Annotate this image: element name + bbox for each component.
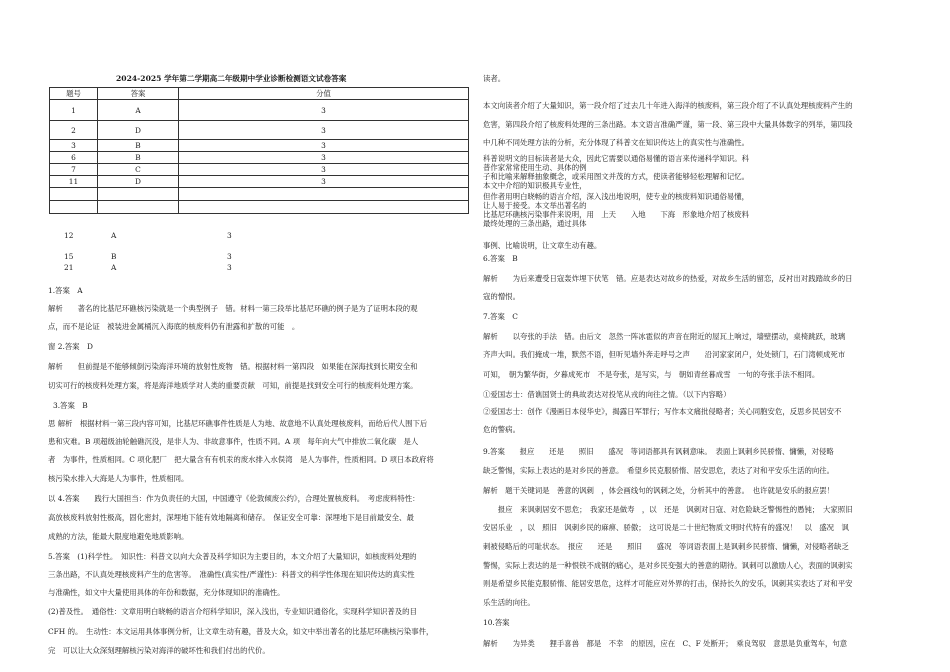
text-line: 警惕，实际上表达的是一种恨铁不成钢的痛心，是对乡民变强大的善意的期待。讽刺可以激励人心，表面的讽刺实 [483,561,853,570]
answer-5-heading: 5.答案 (1)科学性。 知识性：科普文以向大众普及科学知识为主要目的，本文介绍了大量知识，如核废料处理的 [48,552,417,561]
table-cell: 3 [179,152,469,164]
header-question-number: 题号 [50,88,98,100]
text-line: 解析 著名的比基尼环礁核污染就是一个典型例子 错。材料一第三段举比基尼环礁的例子是为了证明本段的观 [48,304,418,313]
table-cell: 11 [50,176,98,188]
text-line: ①爱国志士：借谯国贤士的典故表达对投笔从戎的向往之情。（以下内容略） [483,390,731,399]
text-line: 安居乐业 ，以 照旧 讽刺乡民的麻痹、骄傲； 这可说是二十世纪物质文明时代特有的盛况！ 以 盛况 讽 [483,523,849,532]
table-cell [50,188,98,201]
table-cell: B [98,140,179,152]
text-line: CFH 的。 生动性：本文运用具体事例分析，让文章生动有趣，普及大众，如文中举出著名的比基尼环礁核污染事件， [48,627,434,636]
text-line: 解析 题干关键词是 善意的讽刺 ，体会画线句的讽刺之处，分析其中的善意。 也许就是安乐的报应罢！ [483,486,835,495]
table-cell: 3 [227,252,232,261]
table-cell: 6 [50,152,98,164]
answer-table-continued [49,231,469,274]
table-cell: A [111,263,117,272]
text-line: 报应 来讽刺居安不思危； 我家还是做寿 ，以 还是 讽刺对日寇、对危险缺乏警惕性的愚钝； 大家照旧 [483,505,853,514]
text-line: 危的警病。 [483,425,520,434]
table-cell: 21 [64,263,74,272]
table-cell [179,188,469,201]
text-line: 最终处理的三条出路，通过具体 [483,219,587,228]
table-cell: 12 [64,231,74,240]
table-cell: 3 [227,231,232,240]
text-line: 但作者用明白晓畅的语言介绍，深入浅出地说明，使专业的核废料知识通俗易懂， [483,192,750,201]
text-line: 子和比喻来解释抽象概念，或采用图文并茂的方式，使读者能够轻松理解和记忆。 [483,172,750,181]
table-row [49,263,469,274]
table-row [50,164,469,176]
table-cell: D [98,176,179,188]
table-row [49,231,469,242]
table-cell: 15 [64,252,74,261]
text-line: 与准确性，如文中大量使用具体的年份和数据，充分体现知识的准确性。 [48,588,285,597]
text-line: 本文向读者介绍了大量知识，第一段介绍了过去几十年进入海洋的核废料，第三段介绍了不认真处理核废料产生的 [483,101,853,110]
text-line: 完 可以让大众深刻理解核污染对海洋的破坏性和我们付出的代价。 [48,646,270,655]
table-row [49,252,469,263]
text-line: 点，而不是论证 被装进金属桶沉入海底的核废料仍有泄露和扩散的可能 。 [48,322,300,331]
text-line: 思 解析 根据材料一第三段内容可知，比基尼环礁事件性质是人为地、故意地不认真处理核废料，而给后代人围下后 [48,419,428,428]
table-cell: 3 [179,100,469,121]
table-cell: B [98,152,179,164]
text-line: 则是希望乡民能克服骄惰、能居安思危，这样才可能应对外界的打击，保持长久的安乐，讽刺其实表达了对和平安 [483,579,853,588]
text-line: 解析 以夸张的手法 错。由后文 忽然一阵冰雹似的声音在附近的屋瓦上响过，墙壁摆动，桌椅跳跃，玻璃 [483,332,846,341]
text-line: 中几种不同处理方法的分析，充分体现了科普文在知识传达上的真实性与准确性。 [483,138,750,147]
text-line: 可知， 朝为繁华街，夕暮成死市 不是夸张，是写实，与 朝如青丝暮成雪 一句的夸张手法不相同。 [483,370,820,379]
table-cell: 3 [179,176,469,188]
table-cell: D [98,121,179,140]
table-cell [98,188,179,201]
answer-7-heading: 7.答案 C [483,312,518,321]
table-cell: A [98,100,179,121]
table-row [50,121,469,140]
table-cell: 3 [50,140,98,152]
text-line: ②爱国志士：创作《漫画日本侵华史》，揭露日军罪行；写作本文痛批侵略者；关心同胞安危，反思乡民居安不 [483,407,842,416]
table-cell [179,201,469,214]
text-line: 本文中介绍的知识极具专业性， [483,181,587,190]
text-line: 齐声大叫。我们掩成一堆，默然不语，但听见墙外奔走呼号之声 沿河家家闭户，处处锁门，石门湾顿成死市 [483,350,846,359]
table-cell: 3 [179,121,469,140]
text-line: 三条出路，不认真处理核废料产生的危害等。 准确性(真实性/严谨性)：科普文的科学性体现在知识传达的真实性 [48,570,415,579]
table-cell: 7 [50,164,98,176]
text-line: 缺乏警惕，实际上表达的是对乡民的善意。 希望乡民克服骄惰、居安思危，表达了对和平安乐生活的向往。 [483,466,835,475]
table-row [50,201,469,214]
text-line: 读者。 [483,74,506,83]
text-line: 普作家常常使用生动、具体的例 [483,163,587,172]
table-cell: C [98,164,179,176]
text-line: 解析 为后来遭受日寇轰炸埋下伏笔 错。应是表达对故乡的热爱，对故乡生活的留恋，反衬出对践踏故乡的日 [483,274,853,283]
text-line: 患和灾难。B 项超级油轮触礁沉没，是非人为、非故意事件，性质不同。A 项 每年向大气中排放二氧化碳 是人 [48,437,419,446]
table-row [50,188,469,201]
header-score: 分值 [179,88,469,100]
text-line: 切实可行的核废料处理方案，将是海洋地质学对人类的重要贡献 可知，前提是找到安全可行的核废料处理方案。 [48,381,418,390]
document-title: 2024-2025 学年第二学期高二年级期中学业诊断检测语文试卷答案 [116,74,347,83]
table-cell [50,201,98,214]
table-row [50,152,469,164]
text-line: 成熟的方法，能最大限度地避免地质影响。 [48,532,189,541]
text-line: (2)普及性。 通俗性：文章用明白晓畅的语言介绍科学知识，深入浅出，专业知识通俗化，实现科学知识普及的目 [48,607,417,616]
answer-4-heading: 以 4.答案 践行大国担当：作为负责任的大国，中国遵守《伦敦倾废公约》，合理处置核废料。 考虑废料特性： [48,494,420,503]
table-cell: 3 [179,164,469,176]
text-line: 事例、比喻说明，让文章生动有趣。 [483,241,602,250]
text-line: 比基尼环礁核污染事件来说明，用 上天 入地 下海 形象地介绍了核废料 [483,210,750,219]
table-cell: 3 [179,140,469,152]
table-cell: A [111,231,117,240]
answer-9-heading: 9.答案 报应 还是 照旧 盛况 等词语都具有讽刺意味。 表面上讽刺乡民骄惰、慵懒，对侵略 [483,447,834,456]
text-line: 解析 为异类 狸手喜兽 都是 不幸 的原因，应在 C、F 处断开； 乘良驾驭 意思是负重驾车，句意 [483,639,848,648]
table-cell: B [111,252,117,261]
text-line: 解析 但前提是不能够倾倒污染海洋环境的放射性废物 错。根据材料一第四段 如果能在深海找到长期安全和 [48,362,418,371]
table-cell: 3 [227,263,232,272]
table-header-row [50,88,469,100]
text-line: 者 为事件，性质相同。C 项化肥厂 把大量含有有机汞的废水排入水俣湾 是人为事件，性质相同。D 项日本政府将 [48,455,434,464]
text-line: 核污染水排入大海是人为事件，性质相同。 [48,474,189,483]
text-line: 高放核废料放射性极高，固化密封，深埋地下能有效地隔离和储存。 保证安全可靠：深埋地下是目前最安全、最 [48,513,414,522]
answer-3-heading: 3.答案 B [53,401,88,410]
answer-10-heading: 10.答案 [483,618,510,627]
answer-6-heading: 6.答案 B [483,254,518,263]
table-row [50,176,469,188]
table-cell: 2 [50,121,98,140]
table-row [50,140,469,152]
answer-2-heading: 窗 2.答案 D [48,342,93,351]
text-line: 科普说明文的目标读者是大众，因此它需要以通俗易懂的语言来传递科学知识。科 [483,154,750,163]
text-line: 让人易于接受。本文举出著名的 [483,201,587,210]
table-cell: 1 [50,100,98,121]
text-line: 乐生活的向往。 [483,598,535,607]
answer-1-heading: 1.答案 A [48,286,83,295]
text-line: 刺被侵略后的可耻状态。 报应 还是 照旧 盛况 等词语表面上是讽刺乡民骄惰、慵懒，对侵略者缺乏 [483,542,849,551]
text-line: 危害，第四段介绍了核废料处理的三条出路。本文语言准确严谨，第一段、第三段中大量具体数字的列举，第四段 [483,120,853,129]
table-row [50,100,469,121]
table-cell [98,201,179,214]
text-line: 寇的憎恨。 [483,292,520,301]
header-answer: 答案 [98,88,179,100]
answer-table [49,87,469,214]
